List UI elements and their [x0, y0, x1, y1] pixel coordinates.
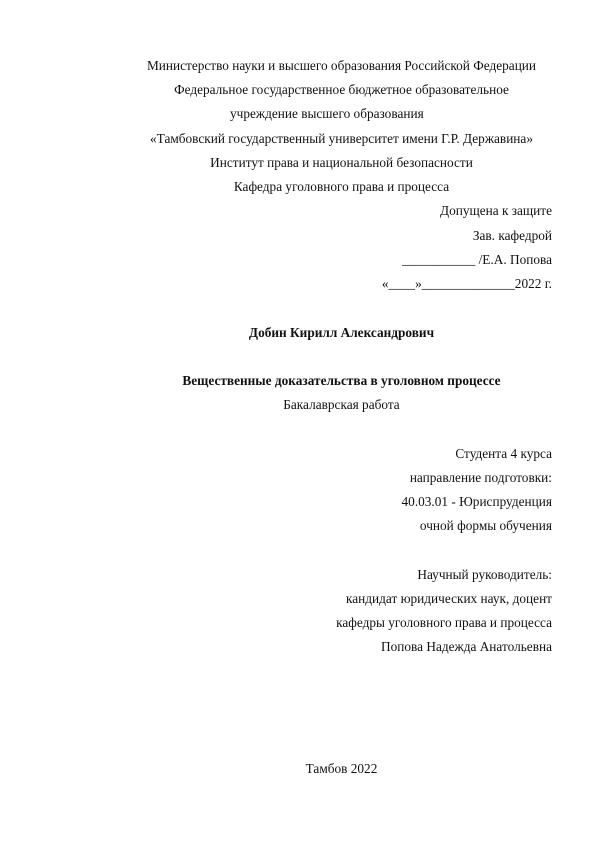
approval-date: «____»______________2022 г. — [381, 276, 552, 291]
institution-line-2: учреждение высшего образования — [230, 106, 424, 121]
university-name: «Тамбовский государственный университет имени Г.Р. Державина» — [150, 131, 533, 146]
approval-head: Зав. кафедрой — [472, 228, 552, 243]
student-direction-label: направление подготовки: — [409, 470, 552, 485]
footer-city-year: Тамбов 2022 — [305, 761, 378, 776]
work-title: Вещественные доказательства в уголовном процессе — [182, 373, 501, 388]
supervisor-name: Попова Надежда Анатольевна — [381, 639, 552, 654]
supervisor-degree: кандидат юридических наук, доцент — [345, 591, 552, 606]
approval-signature: ___________ /Е.А. Попова — [402, 252, 552, 267]
institution-line-1: Федеральное государственное бюджетное образовательное — [174, 82, 509, 97]
ministry-line: Министерство науки и высшего образования Российской Федерации — [146, 58, 537, 73]
student-form: очной формы обучения — [419, 518, 552, 533]
author-name: Добин Кирилл Александрович — [248, 325, 435, 340]
supervisor-department: кафедры уголовного права и процесса — [336, 615, 552, 630]
work-type: Бакалаврская работа — [283, 397, 400, 412]
department-name: Кафедра уголовного права и процесса — [233, 179, 450, 194]
approval-admitted: Допущена к защите — [440, 203, 552, 218]
student-direction: 40.03.01 - Юриспруденция — [401, 494, 552, 509]
institute-name: Институт права и национальной безопасности — [210, 155, 473, 170]
student-course: Студента 4 курса — [455, 446, 552, 461]
supervisor-label: Научный руководитель: — [417, 567, 552, 582]
